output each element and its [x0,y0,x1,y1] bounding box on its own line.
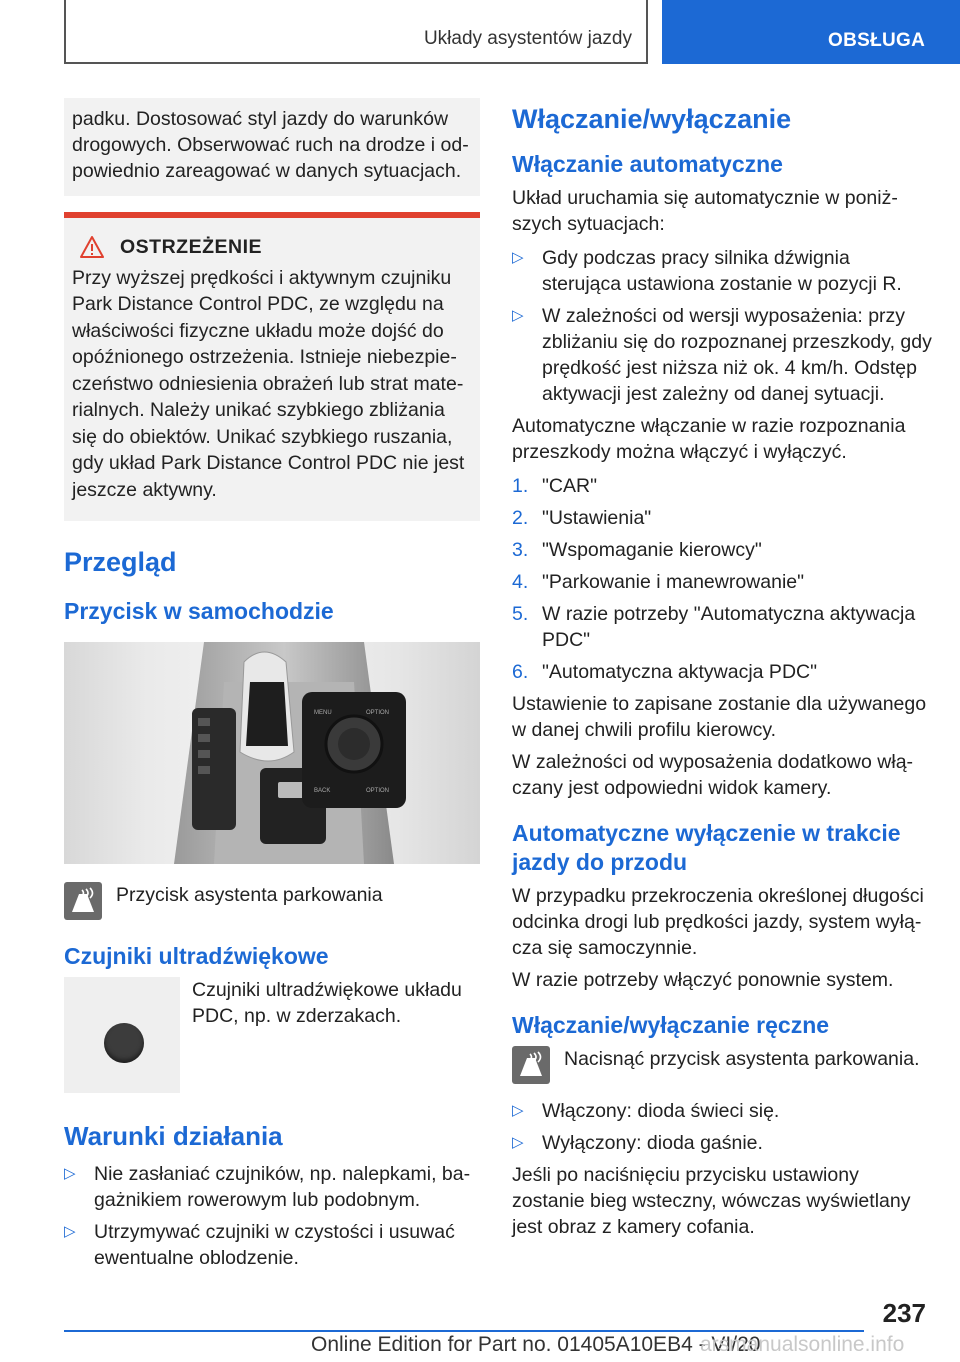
right-column [512,98,932,1240]
step-number: 5. [512,603,529,625]
auto-on-list [512,245,932,407]
heading-auto-off: Automatyczne wyłączenie w trakcie jazdy do przodu [512,820,901,875]
step-item [512,473,932,499]
intro-text: padku. Dostosować styl jazdy do warunków drogowych. Obserwować ruch na drodze i odpowiednio zareagować w danych sytuacjach. [72,108,469,182]
step-number: 2. [512,507,529,529]
list-item [512,1098,932,1124]
manual-instruction: Nacisnąć przycisk asystenta parkowania. [564,1048,920,1070]
triangle-bullet-icon: ▷ [64,1165,76,1182]
reverse-gear-text: Jeśli po naciśnięciu przycisku ustawiony zostanie bieg wsteczny, wówczas wyświetlany jest obraz z kamery cofania. [512,1164,911,1238]
footer-watermark: arsmanualsonline.info [700,1333,905,1356]
label-option-bottom: OPTION [366,788,390,794]
heading-on-off: Włączanie/wyłączanie [512,104,792,134]
step-item [512,505,932,531]
heading-button-in-car: Przycisk w samochodzie [64,598,334,624]
step-number: 6. [512,661,529,683]
sensor-image [64,977,180,1093]
list-item-text: Utrzymywać czujniki w czystości i usuwać ewentualne oblodzenie. [94,1221,455,1269]
list-item [64,1219,480,1271]
warning-box [64,212,480,521]
sensor-description: Czujniki ultradźwiękowe układu PDC, np. w zderzakach. [192,979,462,1027]
step-text: "CAR" [542,475,598,497]
step-text: "Ustawienia" [542,507,652,529]
list-item-text: Włączony: dioda świeci się. [542,1100,780,1122]
step-item [512,537,932,563]
button-caption: Przycisk asystenta parkowania [116,884,383,906]
conditions-list [64,1161,480,1271]
intro-box [64,98,480,196]
auto-obstacle-text: Automatyczne włączanie w razie rozpoznania przeszkody można włączyć i wyłączyć. [512,415,906,463]
label-back: BACK [314,788,331,794]
list-item [512,303,932,407]
profile-text: Ustawienie to zapisane zostanie dla używanego w danej chwili profilu kierowcy. [512,693,927,741]
list-item-text: Gdy podczas pracy silnika dźwignia sterująca ustawiona zostanie w pozycji R. [542,247,902,295]
list-item-text: Nie zasłaniać czujników, np. nalepkami, bagażnikiem rowerowym lub podobnym. [94,1163,471,1211]
heading-operating-conditions: Warunki działania [64,1121,283,1151]
step-text: W razie potrzeby "Automatyczna aktywacja PDC" [542,603,916,651]
label-menu: MENU [314,710,332,716]
step-number: 1. [512,475,529,497]
button-caption-row [64,882,480,920]
triangle-bullet-icon: ▷ [512,1134,524,1151]
sensor-row [64,977,480,1093]
step-item [512,659,932,685]
header-title: Układy asystentów jazdy [423,28,632,49]
warning-triangle-icon [80,235,104,259]
list-item-text: W zależności od wersji wyposażenia: przy zbliżaniu się do rozpoznanej przeszkody, gdy prędkość jest niższa niż ok. 4 km/h. Odstęp aktywacji jest zależny od danej sytuacji. [542,305,932,405]
triangle-bullet-icon: ▷ [64,1223,76,1240]
list-item-text: Wyłączony: dioda gaśnie. [542,1132,763,1154]
heading-overview: Przegląd [64,547,177,577]
header-title-frame [64,0,648,64]
manual-instruction-row [512,1046,932,1084]
warning-text: Przy wyższej prędkości i aktywnym czujniku Park Distance Control PDC, ze względu na właściwości fizyczne układu może dojść do opóźnionego ostrzeżenia. Istnieje niebezpieczeństwo odniesienia obrażeń lub strat materialnych. Należy unikać szybkiego zbliżania się do obiektów. Unikać szybkiego ruszania, gdy układ Park Distance Control PDC nie jest jeszcze aktywny. [72,266,465,501]
sensor-icon [104,1023,144,1063]
warning-title: OSTRZEŻENIE [120,236,263,258]
triangle-bullet-icon: ▷ [512,307,524,324]
step-text: "Automatyczna aktywacja PDC" [542,661,818,683]
step-number: 4. [512,571,529,593]
parking-assistant-icon [512,1046,550,1084]
list-item [512,1130,932,1156]
step-number: 3. [512,539,529,561]
label-option-top: OPTION [366,710,390,716]
triangle-bullet-icon: ▷ [512,249,524,266]
auto-off-text: W przypadku przekroczenia określonej długości odcinka drogi lub prędkości jazdy, system wyłącza się samoczynnie. [512,885,924,959]
header-section-tab [662,0,960,64]
footer-divider [64,1330,864,1332]
step-text: "Parkowanie i manewrowanie" [542,571,805,593]
triangle-bullet-icon: ▷ [512,1102,524,1119]
settings-steps [512,473,932,685]
page-number: 237 [882,1298,926,1328]
left-column [64,98,480,1277]
car-console-image [64,642,480,864]
heading-auto-on: Włączanie automatyczne [512,151,783,177]
manual-states-list [512,1098,932,1156]
list-item [64,1161,480,1213]
reactivate-text: W razie potrzeby włączyć ponownie system. [512,969,894,991]
auto-on-intro: Układ uruchamia się automatycznie w poniższych sytuacjach: [512,187,898,235]
footer-edition: Online Edition for Part no. 01405A10EB4 - VI/20 [311,1333,761,1356]
parking-assistant-icon [64,882,102,920]
camera-text: W zależności od wyposażenia dodatkowo włączany jest odpowiedni widok kamery. [512,751,914,799]
step-text: "Wspomaganie kierowcy" [542,539,762,561]
heading-manual-on-off: Włączanie/wyłączanie ręczne [512,1012,830,1038]
car-console-illustration [64,642,480,864]
list-item [512,245,932,297]
step-item [512,601,932,653]
warning-header [72,234,472,261]
heading-ultrasonic-sensors: Czujniki ultradźwiękowe [64,943,329,969]
header-section-label: OBSŁUGA [828,30,926,51]
step-item [512,569,932,595]
